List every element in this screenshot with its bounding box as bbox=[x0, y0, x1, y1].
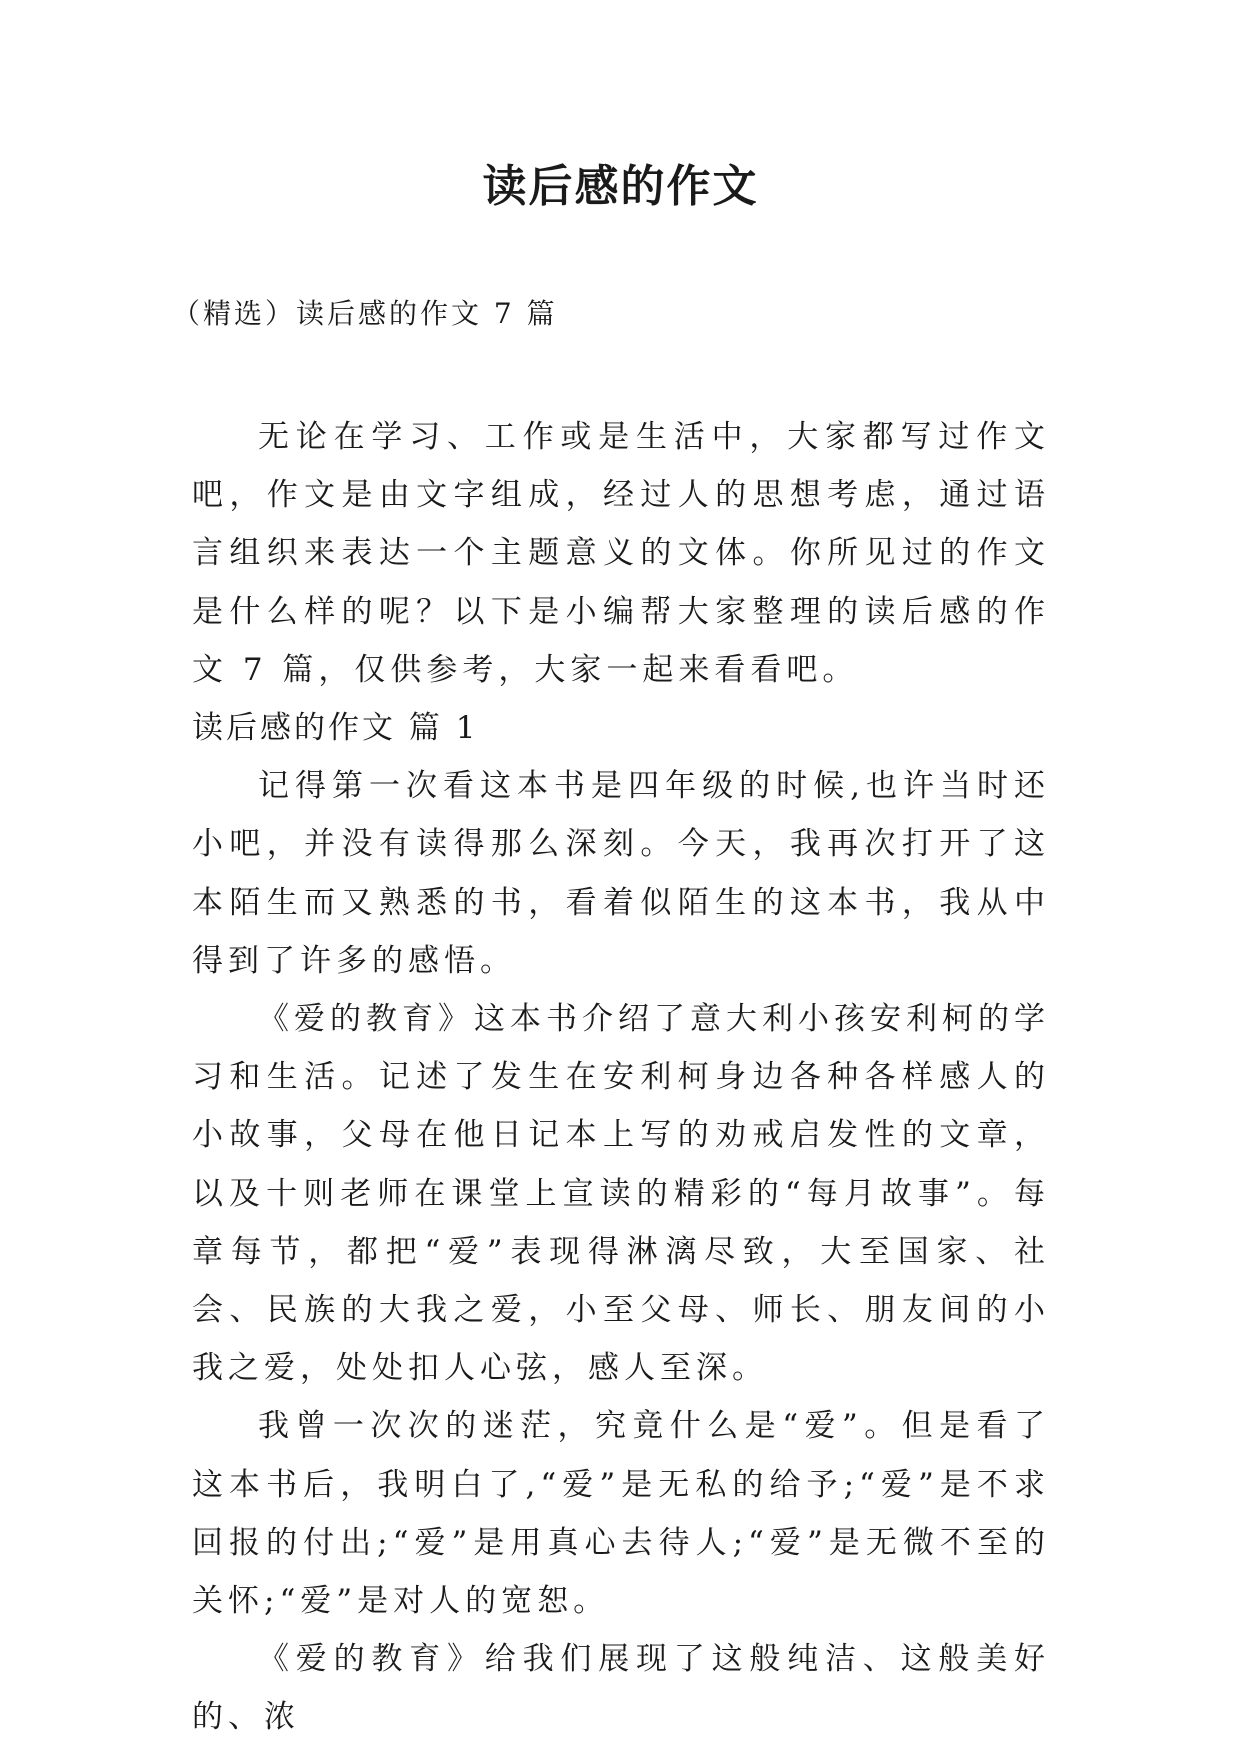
section-heading: 读后感的作文 篇 1 bbox=[192, 710, 479, 747]
intro-paragraph: 无论在学习、工作或是生活中，大家都写过作文吧，作文是由文字组成，经过人的思想考虑，通过语言组织来表达一个主题意义的文体。你所见过的作文是什么样的呢？以下是小编帮大家整理的读后感的作文 7 篇，仅供参考，大家一起来看看吧。 bbox=[192, 419, 1050, 688]
body-paragraph: 记得第一次看这本书是四年级的时候,也许当时还小吧，并没有读得那么深刻。今天，我再次打开了这本陌生而又熟悉的书，看着似陌生的这本书，我从中得到了许多的感悟。 bbox=[192, 768, 1050, 979]
body-paragraph: 《爱的教育》这本书介绍了意大利小孩安利柯的学习和生活。记述了发生在安利柯身边各种各样感人的小故事，父母在他日记本上写的劝戒启发性的文章，以及十则老师在课堂上宣读的精彩的“每月故事”。每章每节，都把“爱”表现得淋漓尽致，大至国家、社会、民族的大我之爱，小至父母、师长、朋友间的小我之爱，处处扣人心弦，感人至深。 bbox=[192, 1001, 1050, 1387]
body-paragraph: 我曾一次次的迷茫，究竟什么是“爱”。但是看了这本书后，我明白了,“爱”是无私的给予;“爱”是不求回报的付出;“爱”是用真心去待人;“爱”是无微不至的关怀;“爱”是对人的宽恕。 bbox=[192, 1408, 1050, 1620]
document-body bbox=[192, 408, 1050, 1747]
body-paragraph: 《爱的教育》给我们展现了这般纯洁、这般美好的、浓 bbox=[192, 1641, 1050, 1736]
document-subtitle: （精选）读后感的作文 7 篇 bbox=[172, 297, 558, 330]
document-title: 读后感的作文 bbox=[482, 161, 759, 212]
